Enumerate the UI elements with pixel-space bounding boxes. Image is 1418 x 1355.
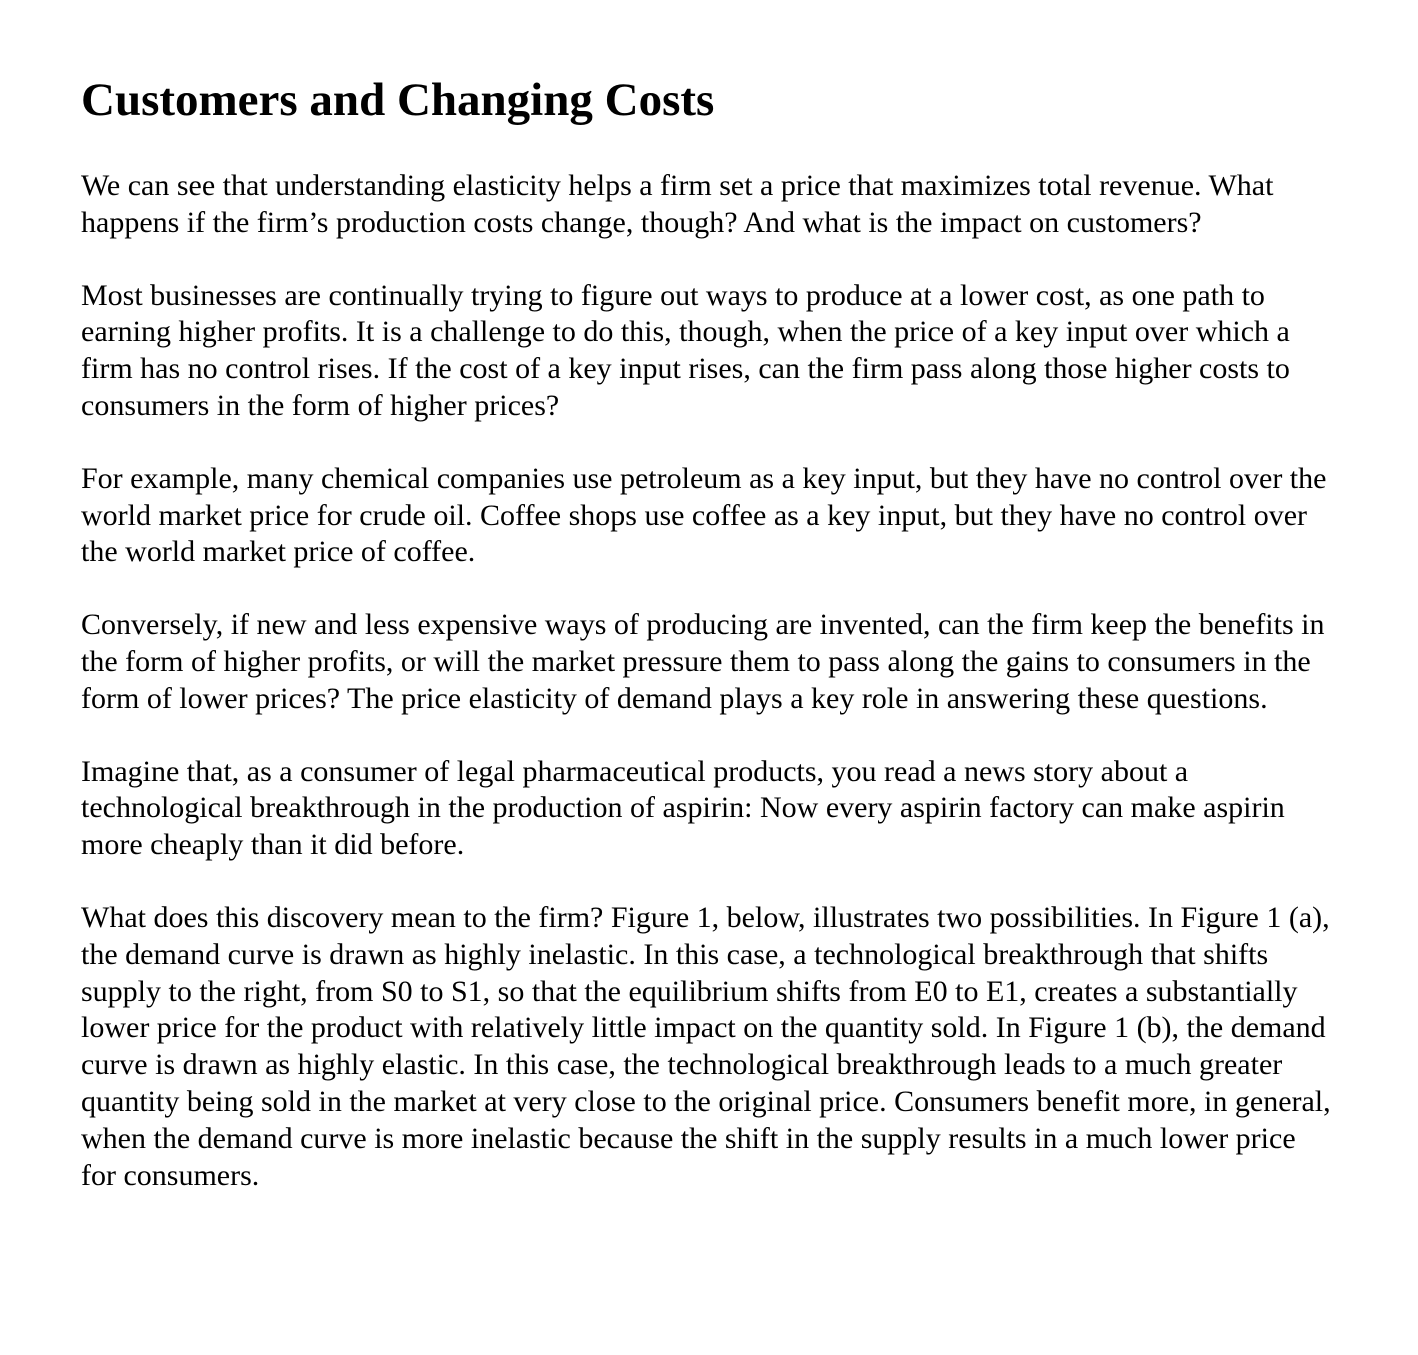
paragraph-lower-cost: Most businesses are continually trying to figure out ways to produce at a lower cost, as one path to earning higher profits. It is a challenge to do this, though, when the price of a key input over which a firm has no control rises. If the cost of a key input rises, can the firm pass along those higher costs to consumers in the form of higher prices? — [81, 278, 1290, 422]
paragraph-elasticity-intro: We can see that understanding elasticity helps a firm set a price that maximizes total revenue. What happens if the firm’s production costs change, though? And what is the impact on customers? — [81, 169, 1274, 239]
paragraph-aspirin: Imagine that, as a consumer of legal pharmaceutical products, you read a news story about a technological breakthrough in the production of aspirin: Now every aspirin factory can make aspirin more cheaply than it did before. — [81, 754, 1285, 862]
paragraph-key-input-example: For example, many chemical companies use petroleum as a key input, but they have no control over the world market price for crude oil. Coffee shops use coffee as a key input, but they have no control over the world market price of coffee. — [81, 461, 1327, 569]
document-page — [81, 72, 1331, 1194]
page-title: Customers and Changing Costs — [81, 74, 715, 126]
paragraph-conversely: Conversely, if new and less expensive ways of producing are invented, can the firm keep the benefits in the form of higher profits, or will the market pressure them to pass along the gains to consumers in the form of lower prices? The price elasticity of demand plays a key role in answering these questions. — [81, 608, 1325, 715]
paragraph-figure-discussion: What does this discovery mean to the firm? Figure 1, below, illustrates two possibilities. In Figure 1 (a), the demand curve is drawn as highly inelastic. In this case, a technological breakthrough that shifts supply to the right, from S0 to S1, so that the equilibrium shifts from E0 to E1, creates a substantially lower price for the product with relatively little impact on the quantity sold. In Figure 1 (b), the demand curve is drawn as highly elastic. In this case, the technological breakthrough leads to a much greater quantity being sold in the market at very close to the original price. Consumers benefit more, in general, when the demand curve is more inelastic because the shift in the supply results in a much lower price for consumers. — [81, 900, 1331, 1192]
